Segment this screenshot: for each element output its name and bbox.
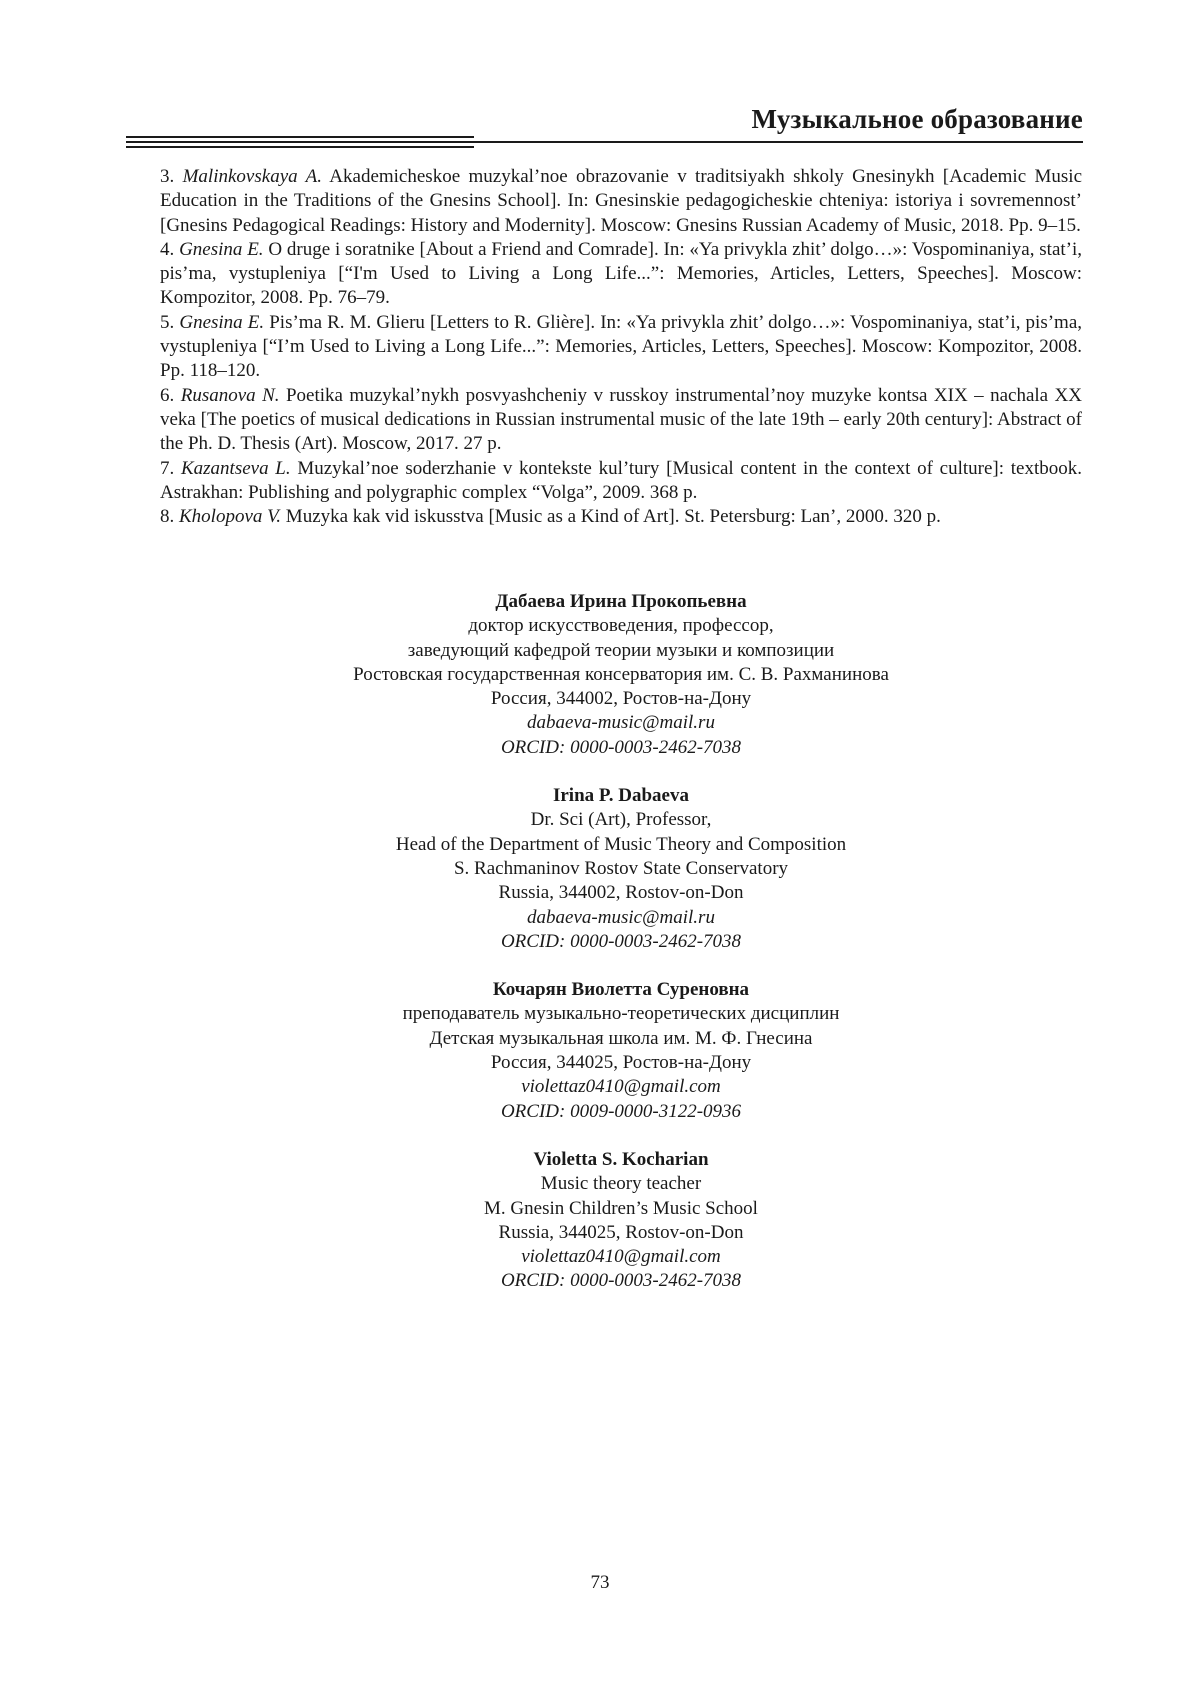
- reference-number: 8.: [160, 506, 175, 528]
- header-rule: [126, 136, 474, 138]
- author-address: Russia, 344025, Rostov-on-Don: [498, 1221, 744, 1243]
- reference-number: 5.: [160, 311, 175, 333]
- author-orcid: ORCID: 0000-0003-2462-7038: [500, 930, 742, 952]
- author-address: Россия, 344002, Ростов-на-Дону: [490, 688, 752, 710]
- reference-author: Kholopova V.: [179, 506, 282, 528]
- header-rule: [126, 141, 1083, 143]
- author-position: Head of the Department of Music Theory and Composition: [395, 833, 847, 855]
- author-block-en-2: [160, 1148, 1082, 1294]
- author-email: violettaz0410@gmail.com: [521, 1246, 721, 1268]
- author-position: заведующий кафедрой теории музыки и композиции: [407, 639, 835, 661]
- reference-item: [160, 311, 1082, 384]
- author-name: Кочарян Виолетта Суреновна: [492, 979, 750, 1001]
- author-info: [160, 590, 1082, 1318]
- author-email: dabaeva-music@mail.ru: [527, 906, 715, 928]
- header-rule: [126, 146, 474, 148]
- author-address: Россия, 344025, Ростов-на-Дону: [490, 1052, 752, 1074]
- reference-number: 7.: [160, 457, 175, 479]
- author-position: преподаватель музыкально-теоретических дисциплин: [402, 1003, 840, 1025]
- author-name: Дабаева Ирина Прокопьевна: [495, 591, 747, 612]
- reference-text: Pis’ma R. M. Glieru [Letters to R. Glière]. In: «Ya privykla zhit’ dolgo…»: Vospominaniya, stat’i, pis’ma, vystupleniya [“I’m Used to Living a Long Life...”: Memories, Articles, Letters, Speeches]. Moscow: Kompozitor, 2008. Pp. 118–120.: [160, 311, 1083, 382]
- author-block-ru-2: [160, 978, 1082, 1124]
- reference-item: [160, 457, 1082, 506]
- author-name: Violetta S. Kocharian: [533, 1148, 709, 1170]
- author-email: violettaz0410@gmail.com: [521, 1076, 721, 1098]
- reference-author: Malinkovskaya A.: [182, 166, 322, 187]
- reference-author: Gnesina E.: [179, 311, 265, 333]
- author-email: dabaeva-music@mail.ru: [527, 712, 715, 734]
- reference-item: [160, 384, 1082, 457]
- reference-number: 4.: [160, 238, 175, 260]
- running-head: [126, 100, 1083, 150]
- author-affiliation: Ростовская государственная консерватория им. С. В. Рахманинова: [353, 663, 889, 685]
- reference-text: Muzyka kak vid iskusstva [Music as a Kind of Art]. St. Petersburg: Lan’, 2000. 320 p.: [281, 506, 941, 528]
- author-orcid: ORCID: 0000-0003-2462-7038: [500, 1270, 742, 1292]
- author-address: Russia, 344002, Rostov-on-Don: [498, 882, 744, 904]
- reference-item: [160, 238, 1082, 311]
- author-affiliation: S. Rachmaninov Rostov State Conservatory: [453, 857, 789, 879]
- reference-author: Rusanova N.: [180, 384, 280, 406]
- reference-item: [160, 505, 1082, 529]
- author-name: Irina P. Dabaeva: [552, 785, 689, 807]
- author-block-en-1: [160, 784, 1082, 954]
- author-orcid: ORCID: 0000-0003-2462-7038: [500, 736, 742, 758]
- reference-number: 3.: [160, 166, 175, 187]
- reference-text: Akademicheskoe muzykal’noe obrazovanie v traditsiyakh shkoly Gnesinykh [Academic Music Education in the Traditions of the Gnesins School]. In: Gnesinskie pedagogicheskie chteniya: istoriya i sovremennost’ [Gnesins Pedagogical Readings: History and Modernity]. Moscow: Gnesins Russian Academy of Music, 2018. Pp. 9–15.: [160, 166, 1082, 236]
- author-affiliation: Детская музыкальная школа им. М. Ф. Гнесина: [429, 1027, 813, 1049]
- reference-text: O druge i soratnike [About a Friend and Comrade]. In: «Ya privykla zhit’ dolgo…»: Vospominaniya, stat’i, pis’ma, vystupleniya [“I'm Used to Living a Long Life...”: Memories, Articles, Letters, Speeches]. Moscow: Kompozitor, 2008. Pp. 76–79.: [160, 238, 1083, 309]
- page-number: 73: [590, 1572, 610, 1593]
- reference-item: [160, 165, 1082, 238]
- author-orcid: ORCID: 0009-0000-3122-0936: [500, 1100, 742, 1122]
- reference-list: [160, 165, 1082, 529]
- journal-section-title: Музыкальное образование: [751, 104, 1083, 134]
- reference-text: Muzykal’noe soderzhanie v kontekste kul’tury [Musical content in the context of culture]: textbook. Astrakhan: Publishing and polygraphic complex “Volga”, 2009. 368 p.: [160, 457, 1082, 503]
- author-position: Music theory teacher: [540, 1173, 702, 1195]
- reference-author: Kazantseva L.: [180, 457, 291, 479]
- reference-author: Gnesina E.: [179, 238, 264, 260]
- author-block-ru-1: [160, 590, 1082, 760]
- author-degree: доктор искусствоведения, профессор,: [468, 615, 774, 637]
- author-degree: Dr. Sci (Art), Professor,: [530, 809, 712, 831]
- reference-text: Poetika muzykal’nykh posvyashcheniy v russkoy instrumental’noy muzyke kontsa XIX – nachala XX veka [The poetics of musical dedications in Russian instrumental music of the late 19th – early 20th century]: Abstract of the Ph. D. Thesis (Art). Moscow, 2017. 27 p.: [160, 384, 1083, 455]
- reference-number: 6.: [160, 384, 175, 406]
- author-affiliation: M. Gnesin Children’s Music School: [484, 1197, 758, 1219]
